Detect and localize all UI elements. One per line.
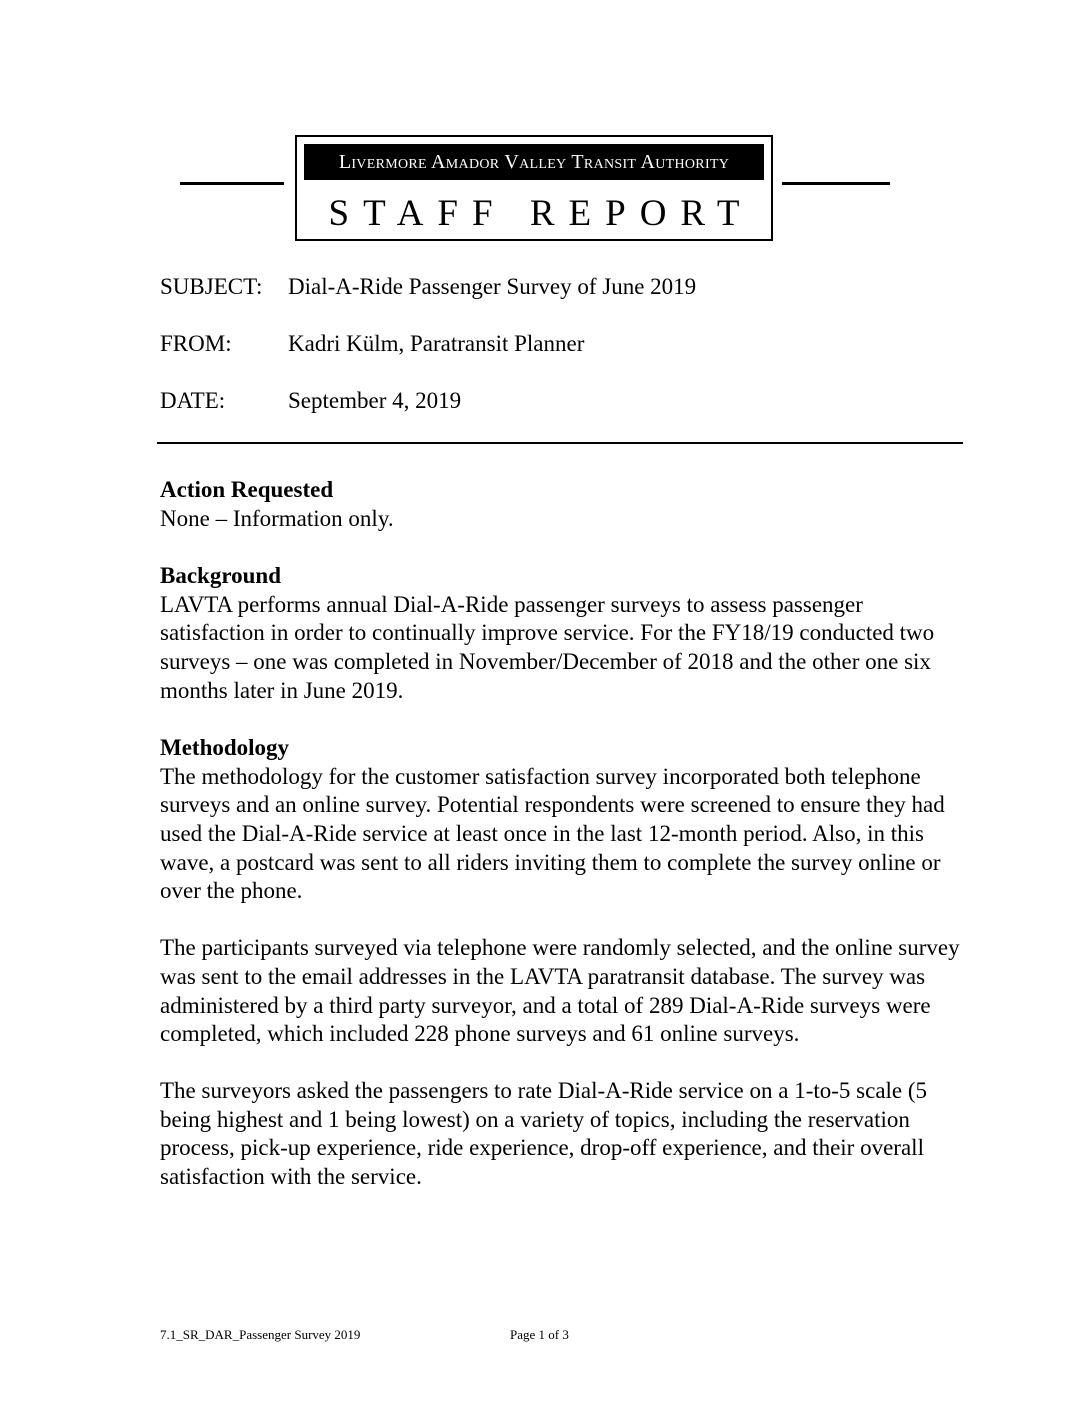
date-value: September 4, 2019 (288, 388, 462, 413)
staff-report-header (295, 135, 773, 241)
date-field (160, 387, 461, 415)
header-rule-left (180, 182, 284, 185)
subject-field (160, 273, 696, 301)
action-requested-heading: Action Requested (160, 477, 334, 502)
background-text: LAVTA performs annual Dial-A-Ride passenger surveys to assess passenger satisfaction in order to continually improve service. For the FY18/19 conducted two surveys – one was completed in November/December of 2018 and the other one six months later in June 2019. (160, 591, 935, 703)
report-body (160, 476, 970, 1192)
subject-value: Dial-A-Ride Passenger Survey of June 2019 (288, 274, 697, 299)
action-requested-section (160, 476, 970, 533)
methodology-paragraph: The surveyors asked the passengers to rate Dial-A-Ride service on a 1-to-5 scale (5 being highest and 1 being lowest) on a variety of topics, including the reservation process, pick-up experience, ride experience, drop-off experience, and their overall satisfaction with the service. (160, 1078, 928, 1190)
header-rule-right (782, 182, 890, 185)
header-divider (157, 442, 963, 444)
from-value: Kadri Külm, Paratransit Planner (288, 331, 585, 356)
from-label: FROM: (160, 331, 232, 356)
report-title: STAFF REPORT (328, 192, 754, 234)
organization-name: Livermore Amador Valley Transit Authority (304, 144, 764, 180)
from-field (160, 330, 584, 358)
subject-label: SUBJECT: (160, 274, 263, 299)
methodology-section (160, 734, 970, 1192)
methodology-paragraph: The methodology for the customer satisfaction survey incorporated both telephone surveys and an online survey. Potential respondents were screened to ensure they had used the Dial-A-Ride service at least once in the last 12-month period. Also, in this wave, a postcard was sent to all riders inviting them to complete the survey online or over the phone. (160, 763, 945, 904)
methodology-heading: Methodology (160, 735, 290, 761)
background-heading: Background (160, 563, 282, 589)
footer-page-number: Page 1 of 3 (510, 1327, 569, 1342)
methodology-paragraph: The participants surveyed via telephone were randomly selected, and the online survey was sent to the email addresses in the LAVTA paratransit database. The survey was administered by a third party surveyor, and a total of 289 Dial-A-Ride surveys were completed, which included 228 phone surveys and 61 online surveys. (160, 935, 960, 1047)
action-requested-text: None – Information only. (160, 505, 394, 531)
date-label: DATE: (160, 388, 226, 413)
footer-filename: 7.1_SR_DAR_Passenger Survey 2019 (160, 1327, 361, 1342)
background-section (160, 562, 970, 705)
